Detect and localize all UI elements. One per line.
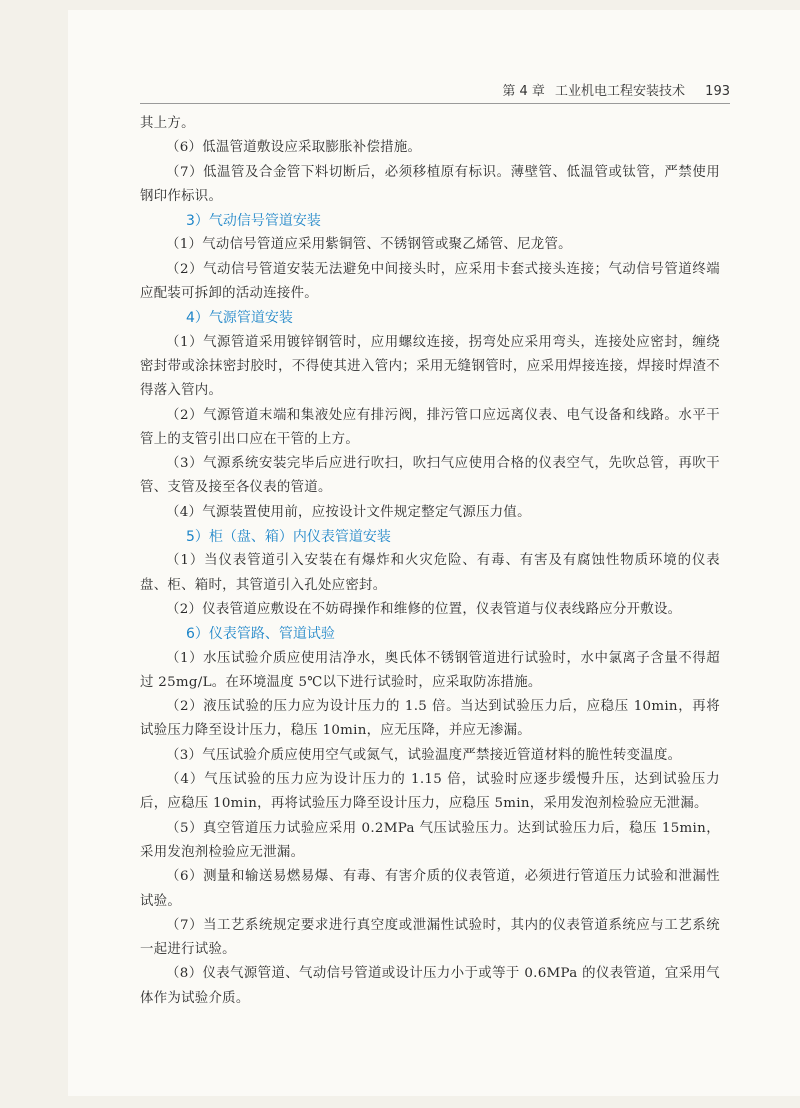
section-heading: 6）仪表管路、管道试验 — [186, 626, 335, 643]
section-heading: 4）气源管道安装 — [186, 310, 293, 327]
paragraph: （5）真空管道压力试验应采用 0.2MPa 气压试验压力。达到试验压力后，稳压 15min，采用发泡剂检验应无泄漏。 — [140, 820, 720, 860]
chapter-title: 工业机电工程安装技术 — [555, 84, 686, 99]
chapter-label: 第 4 章 — [502, 84, 545, 99]
paragraph: （3）气压试验介质应使用空气或氮气，试验温度严禁接近管道材料的脆性转变温度。 — [166, 747, 682, 763]
paragraph: （7）低温管及合金管下料切断后，必须移植原有标识。薄壁管、低温管或钛管，严禁使用钢印作标识。 — [140, 164, 720, 204]
paragraph: （6）测量和输送易燃易爆、有毒、有害介质的仪表管道，必须进行管道压力试验和泄漏性试验。 — [140, 869, 720, 909]
paragraph: （2）仪表管道应敷设在不妨碍操作和维修的位置，仪表管道与仪表线路应分开敷设。 — [166, 601, 682, 617]
running-header — [140, 80, 730, 104]
page-number: 193 — [705, 84, 730, 99]
paragraph: （4）气源装置使用前，应按设计文件规定整定气源压力值。 — [166, 504, 531, 520]
paragraph: （2）气源管道末端和集液处应有排污阀，排污管口应远离仪表、电气设备和线路。水平干管上的支管引出口应在干管的上方。 — [140, 407, 720, 447]
paragraph: （4）气压试验的压力应为设计压力的 1.15 倍，试验时应逐步缓慢升压，达到试验压力后，应稳压 10min，再将试验压力降至设计压力，应稳压 5min，采用发泡剂检验应无泄漏。 — [140, 772, 720, 812]
header-rule — [140, 103, 730, 104]
paragraph: （1）气源管道采用镀锌钢管时，应用螺纹连接，拐弯处应采用弯头，连接处应密封，缠绕密封带或涂抹密封胶时，不得使其进入管内；采用无缝钢管时，应采用焊接连接，焊接时焊渣不得落入管内。 — [140, 334, 720, 399]
paragraph: （8）仪表气源管道、气动信号管道或设计压力小于或等于 0.6MPa 的仪表管道，宜采用气体作为试验介质。 — [140, 966, 720, 1006]
section-heading: 5）柜（盘、箱）内仪表管道安装 — [186, 529, 391, 546]
body-text — [140, 112, 720, 1011]
paragraph: （1）气动信号管道应采用紫铜管、不锈钢管或聚乙烯管、尼龙管。 — [166, 237, 572, 253]
section-heading: 3）气动信号管道安装 — [186, 213, 321, 230]
paragraph: （3）气源系统安装完毕后应进行吹扫，吹扫气应使用合格的仪表空气，先吹总管，再吹干管、支管及接至各仪表的管道。 — [140, 456, 720, 496]
paragraph: （1）当仪表管道引入安装在有爆炸和火灾危险、有毒、有害及有腐蚀性物质环境的仪表盘、柜、箱时，其管道引入孔处应密封。 — [140, 553, 720, 593]
paragraph: （2）液压试验的压力应为设计压力的 1.5 倍。当达到试验压力后，应稳压 10min，再将试验压力降至设计压力，稳压 10min，应无压降，并应无渗漏。 — [140, 699, 720, 739]
paragraph: （6）低温管道敷设应采取膨胀补偿措施。 — [166, 140, 422, 156]
paragraph: （2）气动信号管道安装无法避免中间接头时，应采用卡套式接头连接；气动信号管道终端应配装可拆卸的活动连接件。 — [140, 261, 720, 302]
paragraph: 其上方。 — [140, 116, 195, 131]
paragraph: （1）水压试验介质应使用洁净水，奥氏体不锈钢管道进行试验时，水中氯离子含量不得超过 25mg/L。在环境温度 5℃以下进行试验时，应采取防冻措施。 — [140, 650, 720, 690]
paragraph: （7）当工艺系统规定要求进行真空度或泄漏性试验时，其内的仪表管道系统应与工艺系统一起进行试验。 — [140, 917, 720, 958]
